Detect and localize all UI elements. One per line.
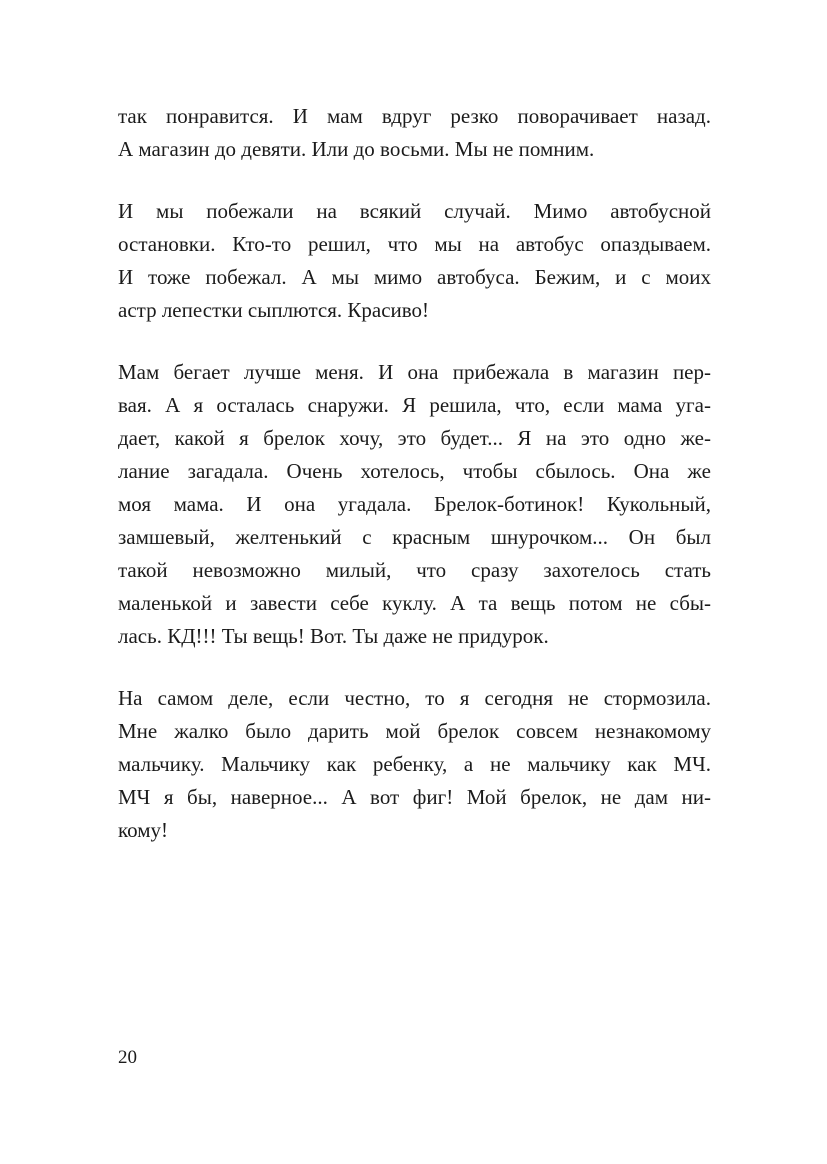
text-line: так понравится. И мам вдруг резко поворачивает назад. <box>118 104 711 128</box>
paragraph <box>118 195 711 327</box>
text-line: маленькой и завести себе куклу. А та вещь потом не сбы- <box>118 591 711 615</box>
text-block <box>118 100 711 847</box>
text-line: дает, какой я брелок хочу, это будет... Я на это одно же- <box>118 426 711 450</box>
paragraph <box>118 356 711 653</box>
text-line: лась. КД!!! Ты вещь! Вот. Ты даже не придурок. <box>118 624 549 648</box>
text-line: И тоже побежал. А мы мимо автобуса. Бежим, и с моих <box>118 265 711 289</box>
text-line: На самом деле, если честно, то я сегодня не стормозила. <box>118 686 711 710</box>
text-line: Мам бегает лучше меня. И она прибежала в магазин пер- <box>118 360 711 384</box>
text-line: лание загадала. Очень хотелось, чтобы сбылось. Она же <box>118 459 711 483</box>
text-line: остановки. Кто-то решил, что мы на автобус опаздываем. <box>118 232 711 256</box>
paragraph <box>118 682 711 847</box>
text-line: А магазин до девяти. Или до восьми. Мы не помним. <box>118 137 595 161</box>
text-line: такой невозможно милый, что сразу захотелось стать <box>118 558 711 582</box>
text-line: МЧ я бы, наверное... А вот фиг! Мой брелок, не дам ни- <box>118 785 711 809</box>
text-line: кому! <box>118 818 169 842</box>
text-line: мальчику. Мальчику как ребенку, а не мальчику как МЧ. <box>118 752 711 776</box>
text-line: Мне жалко было дарить мой брелок совсем незнакомому <box>118 719 711 743</box>
paragraph <box>118 100 711 166</box>
page-number: 20 <box>118 1047 137 1068</box>
text-line: замшевый, желтенький с красным шнурочком... Он был <box>118 525 711 549</box>
text-line: моя мама. И она угадала. Брелок-ботинок! Кукольный, <box>118 492 711 516</box>
text-line: астр лепестки сыплются. Красиво! <box>118 298 430 322</box>
text-line: вая. А я осталась снаружи. Я решила, что, если мама уга- <box>118 393 711 417</box>
text-line: И мы побежали на всякий случай. Мимо автобусной <box>118 199 711 223</box>
